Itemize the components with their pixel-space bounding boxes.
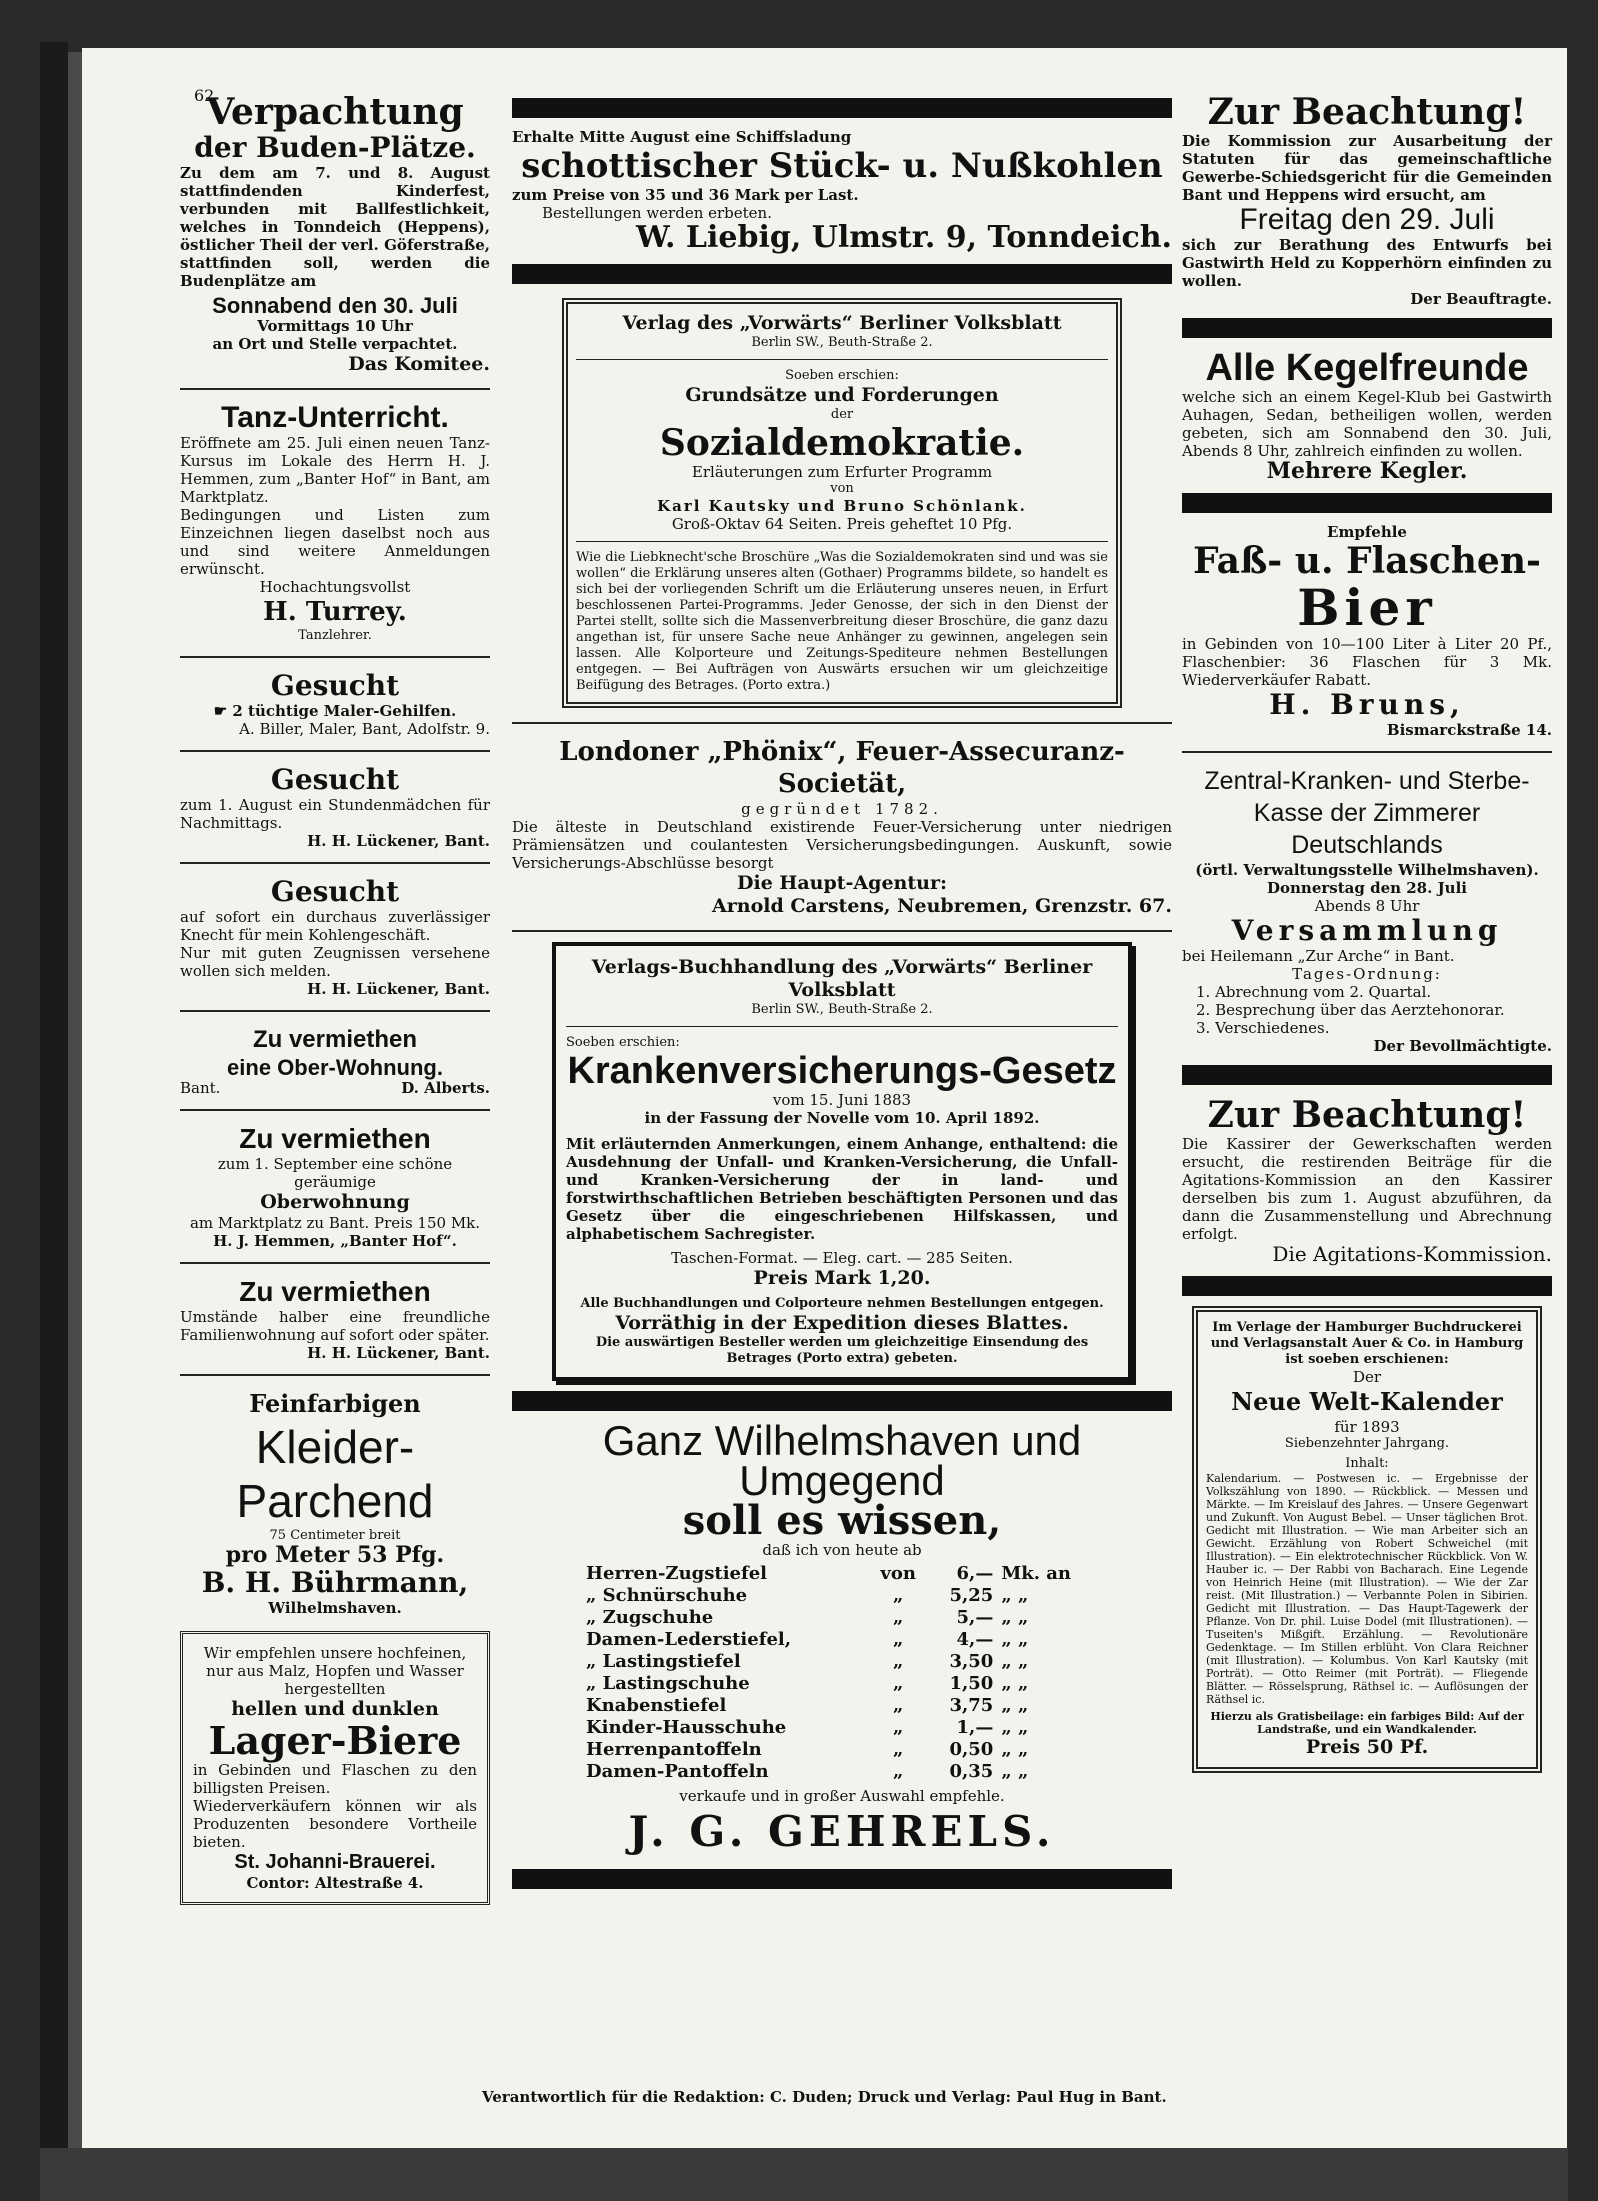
- ad-signature: H. H. Lückener, Bant.: [307, 980, 490, 998]
- ad-price: pro Meter 53 Pfg.: [225, 1542, 445, 1568]
- ad-vermiethen-familienwohnung: [180, 1272, 490, 1366]
- ad-date: Sonnabend den 30. Juli: [212, 293, 458, 318]
- ad-der: Der: [1352, 1368, 1382, 1386]
- ad-body: in Gebinden und Flaschen zu den billigsten Preisen.: [193, 1761, 477, 1797]
- ad-novelle: in der Fassung der Novelle vom 10. April 1892.: [644, 1109, 1040, 1127]
- ad-vorwaerts-krankenversicherung: [552, 942, 1132, 1381]
- ad-time: Abends 8 Uhr: [1314, 897, 1420, 915]
- price-cell-price: 4,—: [956, 1629, 994, 1650]
- ad-name: W. Liebig, Ulmstr. 9, Tonndeich.: [636, 220, 1172, 255]
- ad-intro: Empfehle: [1327, 523, 1407, 541]
- ad-signature: H. H. Lückener, Bant.: [307, 832, 490, 850]
- ad-role: Tanzlehrer.: [298, 628, 372, 643]
- black-bar: [1182, 1276, 1552, 1296]
- ad-verpachtung: [180, 88, 490, 380]
- price-cell-item: Herren-Zugstiefel: [586, 1563, 768, 1584]
- price-row: [582, 1695, 1102, 1717]
- price-cell-item: Damen-Lederstiefel,: [586, 1629, 791, 1650]
- price-cell-ditto: „: [893, 1717, 904, 1738]
- ad-body: in Gebinden von 10—100 Liter à Liter 20 Pf., Flaschenbier: 36 Flaschen für 3 Mk. Wiederverkäufer Rabatt.: [1182, 635, 1552, 689]
- ad-authors: Karl Kautsky und Bruno Schönlank.: [657, 497, 1027, 515]
- price-cell-ditto: „: [893, 1585, 904, 1606]
- ad-name: Arnold Carstens, Neubremen, Grenzstr. 67.: [712, 895, 1172, 917]
- ad-order: Bestellungen werden erbeten.: [542, 204, 772, 222]
- scan-bottom-edge: [40, 2148, 1568, 2201]
- ad-subtitle: Erläuterungen zum Erfurter Programm: [691, 463, 993, 481]
- price-cell-ditto: „: [893, 1739, 904, 1760]
- ad-just-published: Soeben erschien:: [785, 368, 899, 383]
- ad-title: Zur Beachtung!: [1207, 1094, 1527, 1136]
- ad-place: bei Heilemann „Zur Arche“ in Bant.: [1182, 947, 1455, 965]
- ad-gesucht-stundenmaedchen: [180, 760, 490, 854]
- ad-body-2: Wiederverkäufern können wir als Produzenten besondere Vortheile bieten.: [193, 1797, 477, 1851]
- divider: [180, 750, 490, 752]
- ad-body: Die älteste in Deutschland existirende Feuer-Versicherung unter niedrigen Prämiensätzen und coulantesten Versicherungsbedingungen. Auskunft, sowie Versicherungs-Abschlüsse besorgt: [512, 818, 1172, 872]
- divider: [180, 656, 490, 658]
- ad-city: Wilhelmshaven.: [268, 1599, 402, 1617]
- ad-location: Bant.: [180, 1079, 221, 1097]
- divider: [180, 862, 490, 864]
- price-row: [582, 1629, 1102, 1651]
- divider: [180, 1262, 490, 1264]
- ad-address: Berlin SW., Beuth-Straße 2.: [751, 1002, 933, 1017]
- divider: [576, 359, 1108, 360]
- ad-address: Berlin SW., Beuth-Straße 2.: [751, 335, 933, 350]
- ad-address: Bismarckstraße 14.: [1386, 721, 1552, 739]
- ad-name: H. Bruns,: [1269, 688, 1465, 721]
- ad-title: Gesucht: [270, 875, 400, 908]
- ad-der: der: [830, 407, 854, 422]
- ad-outro: verkaufe und in großer Auswahl empfehle.: [679, 1787, 1005, 1805]
- price-cell-item: Damen-Pantoffeln: [586, 1761, 769, 1782]
- price-table-body: [582, 1563, 1102, 1783]
- ad-title: Tanz-Unterricht.: [221, 401, 449, 434]
- price-cell-item: „ Schnürschuhe: [586, 1585, 748, 1606]
- price-cell-price: 6,—: [956, 1563, 994, 1584]
- ad-gesucht-knecht: [180, 872, 490, 1002]
- ad-beilage: Hierzu als Gratisbeilage: ein farbiges Bild: Auf der Landstraße, und ein Wandkalender.: [1210, 1710, 1524, 1736]
- price-row: [582, 1651, 1102, 1673]
- ad-name: St. Johanni-Brauerei.: [234, 1851, 436, 1873]
- ad-founded: gegründet 1782.: [741, 800, 943, 818]
- ad-outside: Die auswärtigen Besteller werden um gleichzeitige Einsendung des Betrages (Porto extra) gebeten.: [595, 1335, 1089, 1366]
- price-cell-ditto: „: [893, 1673, 904, 1694]
- ad-beachtung-schiedsgericht: [1182, 88, 1552, 312]
- price-cell-unit: Mk. an: [1001, 1563, 1072, 1584]
- price-cell-price: 3,75: [949, 1695, 994, 1716]
- agenda-item: 3. Verschiedenes.: [1196, 1019, 1330, 1037]
- price-cell-ditto: „: [893, 1761, 904, 1782]
- price-cell-price: 5,25: [949, 1585, 994, 1606]
- scan-binding-shadow: [68, 52, 82, 2152]
- divider: [512, 930, 1172, 932]
- price-cell-item: „ Lastingschuhe: [586, 1673, 750, 1694]
- ad-format: Taschen-Format. — Eleg. cart. — 285 Seiten.: [671, 1249, 1013, 1267]
- ad-body: Umstände halber eine freundliche Familienwohnung auf sofort oder später.: [180, 1308, 490, 1344]
- ad-subtitle: (örtl. Verwaltungsstelle Wilhelmshaven).: [1195, 861, 1539, 879]
- price-row: [582, 1761, 1102, 1783]
- ad-title: Neue Welt-Kalender: [1231, 1387, 1503, 1416]
- price-row: [582, 1739, 1102, 1761]
- ad-body: Die Kommission zur Ausarbeitung der Statuten für das gemeinschaftliche Gewerbe-Schiedsgericht für die Gemeinden Bant und Heppens wird ersucht, am: [1182, 132, 1552, 204]
- ad-title: Gesucht: [270, 763, 400, 796]
- price-cell-unit: „ „: [1001, 1695, 1029, 1716]
- price-cell-item: „ Zugschuhe: [586, 1607, 714, 1628]
- ad-price: Preis 50 Pf.: [1305, 1736, 1429, 1758]
- ad-title: Verpachtung: [206, 91, 464, 133]
- ad-intro: Erhalte Mitte August eine Schiffsladung: [512, 128, 852, 146]
- ad-body: Mit erläuternden Anmerkungen, einem Anhange, enthaltend: die Ausdehnung der Unfall- und Kranken-Versicherung, die Unfall- und Kranken-Versicherung der in land- und forstwirthschaftlichen Betrieben beschäftigten Personen und das Gesetz über die eingeschriebenen Hilfskassen, und alphabetischem Sachregister.: [566, 1135, 1118, 1243]
- ad-title: Alle Kegelfreunde: [1205, 347, 1529, 389]
- ad-body: zum 1. September eine schöne geräumige: [217, 1155, 453, 1191]
- ad-footer-line: [180, 1079, 490, 1097]
- newspaper-page: [82, 48, 1567, 2148]
- divider: [180, 1010, 490, 1012]
- ad-jahrgang: Siebenzehnter Jahrgang.: [1284, 1436, 1450, 1451]
- price-cell-unit: „ „: [1001, 1651, 1029, 1672]
- ad-signature: Die Agitations-Kommission.: [1272, 1242, 1552, 1266]
- ad-phoenix: [512, 732, 1172, 922]
- ad-highlight: Oberwohnung: [260, 1191, 410, 1213]
- price-cell-price: 5,—: [956, 1607, 994, 1628]
- ad-subtitle: hellen und dunklen: [231, 1698, 439, 1720]
- ad-body-2: sich zur Berathung des Entwurfs bei Gastwirth Held zu Kopperhörn einfinden zu wollen.: [1182, 236, 1552, 290]
- price-cell-unit: „ „: [1001, 1761, 1029, 1782]
- ad-vorwaerts-sozialdemokratie: [562, 298, 1122, 708]
- price-cell-ditto: „: [893, 1629, 904, 1650]
- ad-title: Zu vermiethen: [252, 1026, 418, 1053]
- ad-title-large: Sozialdemokratie.: [659, 422, 1025, 464]
- ad-just-published: Soeben erschien:: [566, 1035, 680, 1050]
- ad-body: zum 1. August ein Stundenmädchen für Nachmittags.: [180, 796, 490, 832]
- ad-agency: Die Haupt-Agentur:: [737, 872, 947, 894]
- price-row: [582, 1585, 1102, 1607]
- divider: [1182, 751, 1552, 753]
- price-cell-unit: „ „: [1001, 1673, 1029, 1694]
- ad-gehrels: [512, 1417, 1172, 1863]
- ad-body: ☛ 2 tüchtige Maler-Gehilfen.: [213, 702, 457, 720]
- ad-name: J. G. GEHRELS.: [628, 1807, 1056, 1856]
- ad-intro: daß ich von heute ab: [762, 1541, 922, 1559]
- ad-agenda-title: Tages-Ordnung:: [1292, 965, 1442, 983]
- black-bar: [512, 1869, 1172, 1889]
- ad-signature: H. J. Hemmen, „Banter Hof“.: [213, 1232, 457, 1250]
- ad-signature: H. H. Lückener, Bant.: [307, 1344, 490, 1362]
- black-bar: [1182, 1065, 1552, 1085]
- ad-publisher: Verlags-Buchhandlung des „Vorwärts“ Berliner Volksblatt: [591, 956, 1093, 1001]
- ad-title-large: Kleider-Parchend: [236, 1421, 434, 1527]
- price-cell-price: 1,50: [949, 1673, 994, 1694]
- ad-title: Zentral-Kranken- und Sterbe-Kasse der Zimmerer Deutschlands: [1204, 767, 1530, 859]
- column-center: [512, 92, 1172, 1895]
- column-left: [180, 88, 490, 1915]
- column-right: [1182, 88, 1552, 1783]
- ad-date: Freitag den 29. Juli: [1239, 203, 1495, 236]
- ad-intro: Im Verlage der Hamburger Buchdruckerei und Verlagsanstalt Auer & Co. in Hamburg ist soeben erschienen:: [1210, 1320, 1524, 1367]
- ad-von: von: [830, 481, 854, 496]
- ad-gesucht-maler: [180, 666, 490, 742]
- ad-price: zum Preise von 35 und 36 Mark per Last.: [512, 186, 859, 204]
- divider: [180, 1109, 490, 1111]
- price-row: [582, 1563, 1102, 1585]
- ad-title: Gesucht: [270, 669, 400, 702]
- ad-zimmerer-kasse: [1182, 761, 1552, 1059]
- divider: [576, 541, 1108, 542]
- ad-signature: Das Komitee.: [348, 353, 490, 375]
- ad-title: Zur Beachtung!: [1207, 91, 1527, 133]
- black-bar: [512, 264, 1172, 284]
- price-row: [582, 1717, 1102, 1739]
- ad-price: Preis Mark 1,20.: [753, 1267, 931, 1289]
- ad-highlight: Versammlung: [1231, 914, 1503, 947]
- ad-all-bookstores: Alle Buchhandlungen und Colporteure nehmen Bestellungen entgegen.: [580, 1296, 1104, 1311]
- price-cell-item: Herrenpantoffeln: [586, 1739, 762, 1760]
- ad-place: an Ort und Stelle verpachtet.: [212, 335, 458, 353]
- ad-body: auf sofort ein durchaus zuverlässiger Knecht für mein Kohlengeschäft.: [180, 908, 490, 944]
- ad-signature: D. Alberts.: [401, 1079, 490, 1097]
- ad-title-2: soll es wissen,: [682, 1497, 1002, 1544]
- price-cell-unit: „ „: [1001, 1585, 1029, 1606]
- price-row: [582, 1673, 1102, 1695]
- ad-greeting: Hochachtungsvollst: [259, 578, 411, 596]
- ad-body: Zu dem am 7. und 8. August stattfindenden Kinderfest, verbunden mit Ballfestlichkeit, welches in Tonndeich (Heppens), östlicher Theil der verl. Göferstraße, stattfinden soll, werden die Budenplätze am: [180, 164, 490, 290]
- ad-width: 75 Centimeter breit: [269, 1528, 401, 1543]
- page-number: 62: [194, 86, 215, 105]
- ad-body: welche sich an einem Kegel-Klub bei Gastwirth Auhagen, Sedan, betheiligen wollen, werden gebeten, sich am Sonnabend den 30. Juli, Abends 8 Uhr, zahlreich einfinden zu wollen.: [1182, 388, 1552, 460]
- ad-body: Eröffnete am 25. Juli einen neuen Tanz-Kursus im Lokale des Herrn H. J. Hemmen, zum „Banter Hof“ in Bant, am Marktplatz.: [180, 434, 490, 506]
- black-bar: [512, 98, 1172, 118]
- ad-year: für 1893: [1334, 1418, 1400, 1436]
- black-bar: [512, 1391, 1172, 1411]
- ad-contor: Contor: Altestraße 4.: [246, 1874, 424, 1892]
- ad-lager-biere: [180, 1631, 490, 1905]
- ad-kegelfreunde: [1182, 344, 1552, 487]
- scan-binding-edge: [40, 42, 68, 2162]
- ad-body: Kalendarium. — Postwesen ic. — Ergebnisse der Volkszählung von 1890. — Rückblick. — Messen und Märkte. — Im Kreislauf des Jahres. — Unsere Gegenwart und Zukunft. Von August Bebel. — Unser täglichen Brot. Gedicht mit Illustration. — Wie man Arbeiter sich an Gewicht. Erzählung von Robert Schweichel (mit Illustration). — Ein elektrotechnischer Rückblick. Von W. Hauber ic. — Der Rabbi von Bacharach. Eine Legende von Heinrich Heine (mit Illustration). — Wie der Zar reist. (Mit Illustration.) — Verbannte Polen in Sibirien. Gedicht mit Illustration. — Das Haupt-Tagewerk der Pflanze. Von Dr. phil. Luise Dodel (mit Illustrationen). — Tuseiten's Mißgift. Erzählung. — Revolutionäre Gedenktage. — Im Stillen erblüht. Von Clara Reichner (mit Illustration). — Kolumbus. Von Karl Kautsky (mit Porträt). — Otto Reimer (mit Porträt). — Fliegende Blätter. — Rösselsprung, Räthsel ic. — Auflösungen der Räthsel ic.: [1206, 1472, 1528, 1706]
- price-cell-unit: „ „: [1001, 1717, 1029, 1738]
- ad-tanz-unterricht: [180, 398, 490, 648]
- ad-date: vom 15. Juni 1883: [772, 1091, 912, 1109]
- divider: [566, 1026, 1118, 1027]
- divider: [180, 388, 490, 390]
- ad-vermiethen-oberwohnung-marktplatz: [180, 1119, 490, 1254]
- agenda-item: 2. Besprechung über das Aerztehonorar.: [1196, 1001, 1505, 1019]
- divider: [180, 1374, 490, 1376]
- ad-title-large: Bier: [1297, 578, 1437, 637]
- black-bar: [1182, 493, 1552, 513]
- agenda-item: 1. Abrechnung vom 2. Quartal.: [1196, 983, 1432, 1001]
- ad-subtitle: der Buden-Plätze.: [194, 131, 476, 164]
- ad-signature: Mehrere Kegler.: [1266, 458, 1468, 484]
- ad-time: Vormittags 10 Uhr: [257, 317, 413, 335]
- ad-title: Ganz Wilhelmshaven und Umgegend: [602, 1417, 1082, 1504]
- ad-body: Die Kassirer der Gewerkschaften werden ersucht, die restirenden Beiträge für die Agitations-Kommission an den Kassirer derselben bis zum 1. August abzuführen, da dann die Zusammenstellung und Abrechnung erfolgt.: [1182, 1135, 1552, 1243]
- ad-stock: Vorräthig in der Expedition dieses Blattes.: [615, 1312, 1069, 1334]
- price-cell-unit: „ „: [1001, 1607, 1029, 1628]
- ad-name: H. Turrey.: [263, 597, 407, 627]
- ad-title: Faß- u. Flaschen-: [1193, 540, 1541, 582]
- price-cell-price: 3,50: [949, 1651, 994, 1672]
- ad-date: Donnerstag den 28. Juli: [1267, 879, 1467, 897]
- ad-title: Zu vermiethen: [239, 1276, 431, 1307]
- ad-title: Londoner „Phönix“, Feuer-Assecuranz-Societät,: [559, 737, 1125, 799]
- price-cell-item: Kinder-Hausschuhe: [586, 1717, 787, 1738]
- ad-signature: A. Biller, Maler, Bant, Adolfstr. 9.: [239, 720, 490, 738]
- ad-neue-welt-kalender: [1192, 1306, 1542, 1773]
- divider: [512, 722, 1172, 724]
- price-cell-ditto: von: [880, 1563, 916, 1584]
- ad-title: Krankenversicherungs-Gesetz: [567, 1050, 1117, 1092]
- price-cell-ditto: „: [893, 1607, 904, 1628]
- ad-format: Groß-Oktav 64 Seiten. Preis geheftet 10 Pfg.: [671, 515, 1013, 533]
- ad-body: Wie die Liebknecht'sche Broschüre „Was die Sozialdemokraten sind und was sie wollen“ die Erklärung unseres alten (Gothaer) Programms bildete, so handelt es sich bei der vorliegenden Schrift um die Erläuterung unseres neuen, in Erfurt beschlossenen Partei-Programms. Jeder Genosse, der sich in den Dienst der Partei stellt, sollte sich die Massenverbreitung dieser Broschüre, die ganz dazu angethan ist, für unsere Sache neue Anhänger zu gewinnen, angelegen sein lassen. Alle Kolporteure und Zeitungs-Spediteure nehmen Bestellungen entgegen. — Bei Aufträgen von Auswärts ersuchen wir um gleichzeitige Beifügung des Betrages. (Porto extra.): [576, 550, 1108, 693]
- price-cell-price: 0,35: [949, 1761, 994, 1782]
- ad-body-2: Nur mit guten Zeugnissen versehene wollen sich melden.: [180, 944, 490, 980]
- price-cell-unit: „ „: [1001, 1739, 1029, 1760]
- ad-vermiethen-oberwohnung: [180, 1020, 490, 1101]
- price-cell-price: 0,50: [949, 1739, 994, 1760]
- price-cell-item: „ Lastingstiefel: [586, 1651, 741, 1672]
- black-bar: [1182, 318, 1552, 338]
- ad-signature: Der Beauftragte.: [1410, 290, 1552, 308]
- ad-body-2: am Marktplatz zu Bant. Preis 150 Mk.: [189, 1214, 481, 1232]
- ad-bier-bruns: [1182, 519, 1552, 743]
- page-footer: Verantwortlich für die Redaktion: C. Duden; Druck und Verlag: Paul Hug in Bant.: [482, 2088, 1167, 2106]
- ad-beachtung-kassirer: [1182, 1091, 1552, 1270]
- ad-body: eine Ober-Wohnung.: [227, 1055, 443, 1080]
- price-cell-item: Knabenstiefel: [586, 1695, 727, 1716]
- ad-kohlen: [512, 124, 1172, 258]
- price-row: [582, 1607, 1102, 1629]
- ad-body-2: Bedingungen und Listen zum Einzeichnen liegen daselbst noch aus und sind weitere Anmeldungen erwünscht.: [180, 506, 490, 578]
- ad-title: Lager-Biere: [208, 1718, 462, 1763]
- ad-signature: Der Bevollmächtigte.: [1373, 1037, 1552, 1055]
- ad-title: Feinfarbigen: [249, 1389, 421, 1418]
- ad-kleider-parchend: [180, 1384, 490, 1621]
- price-table: [582, 1563, 1102, 1783]
- ad-title: Zu vermiethen: [239, 1123, 431, 1154]
- price-cell-unit: „ „: [1001, 1629, 1029, 1650]
- ad-title: schottischer Stück- u. Nußkohlen: [521, 146, 1163, 186]
- ad-publisher: Verlag des „Vorwärts“ Berliner Volksblatt: [622, 312, 1062, 334]
- ad-title: Grundsätze und Forderungen: [685, 384, 999, 406]
- ad-intro: Wir empfehlen unsere hochfeinen, nur aus Malz, Hopfen und Wasser hergestellten: [203, 1644, 467, 1698]
- ad-inhalt: Inhalt:: [1345, 1456, 1389, 1471]
- price-cell-price: 1,—: [956, 1717, 994, 1738]
- price-cell-ditto: „: [893, 1695, 904, 1716]
- price-cell-ditto: „: [893, 1651, 904, 1672]
- ad-name: B. H. Bührmann,: [201, 1566, 469, 1599]
